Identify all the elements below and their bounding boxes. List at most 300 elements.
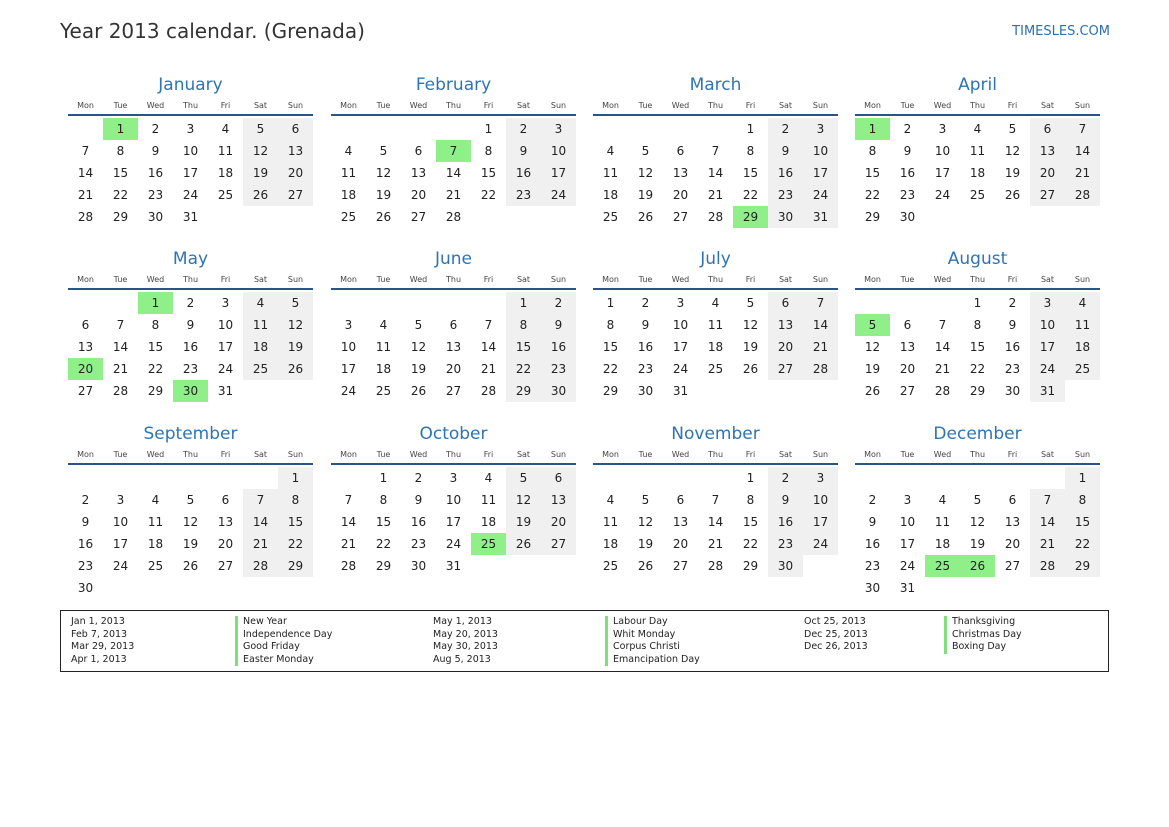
- day-cell: 18: [707, 340, 724, 354]
- day-cell: 21: [707, 537, 724, 551]
- day-cell: 12: [278, 314, 313, 336]
- day-cell: 18: [969, 166, 986, 180]
- day-cell: 2: [186, 296, 195, 310]
- weekday-label: Thu: [445, 274, 462, 284]
- holiday-date: Oct 25, 2013: [804, 616, 866, 627]
- day-cell: 15: [742, 515, 759, 529]
- holiday-name: New Year: [235, 616, 287, 629]
- day-cell: 4: [606, 493, 615, 507]
- day-cell: 11: [375, 340, 392, 354]
- day-cell: 6: [903, 318, 912, 332]
- day-cell: 16: [506, 162, 541, 184]
- weekday-label: Sat: [253, 274, 268, 284]
- day-cell: 26: [864, 384, 881, 398]
- day-cell: 29: [864, 210, 881, 224]
- empty-cell: [593, 467, 628, 489]
- day-cell: 8: [116, 144, 125, 158]
- empty-cell: [331, 467, 366, 489]
- day-cell: 5: [746, 296, 755, 310]
- day-cell: 7: [1065, 118, 1100, 140]
- day-cell: 16: [768, 511, 803, 533]
- day-cell: 8: [868, 144, 877, 158]
- day-cell: 27: [1030, 184, 1065, 206]
- day-cell: 13: [1004, 515, 1021, 529]
- day-cell: 21: [112, 362, 129, 376]
- day-cell: 8: [746, 144, 755, 158]
- empty-cell: [925, 467, 960, 489]
- day-cell: 1: [484, 122, 493, 136]
- day-cell: 3: [344, 318, 353, 332]
- day-cell: 10: [182, 144, 199, 158]
- day-cell: 26: [278, 358, 313, 380]
- day-cell: 25: [147, 559, 164, 573]
- day-cell: 22: [602, 362, 619, 376]
- holiday-date: May 1, 2013: [433, 616, 492, 627]
- day-cell: 18: [1065, 336, 1100, 358]
- day-cell: 31: [1030, 380, 1065, 402]
- weekday-label: Tue: [638, 274, 653, 284]
- holiday-name: Whit Monday: [605, 629, 675, 642]
- day-cell: 9: [1008, 318, 1017, 332]
- month-september: [68, 421, 313, 599]
- day-cell: 30: [77, 581, 94, 595]
- day-cell: 2: [868, 493, 877, 507]
- holiday-day-cell: 25: [925, 555, 960, 577]
- day-cell: 2: [768, 467, 803, 489]
- day-cell: 25: [243, 358, 278, 380]
- day-cell: 2: [641, 296, 650, 310]
- header-divider: [855, 114, 1100, 116]
- day-cell: 7: [938, 318, 947, 332]
- day-cell: 3: [1030, 292, 1065, 314]
- empty-cell: [698, 467, 733, 489]
- weekday-label: Sun: [1074, 274, 1091, 284]
- weekday-label: Mon: [340, 100, 357, 110]
- day-cell: 17: [803, 162, 838, 184]
- day-cell: 24: [340, 384, 357, 398]
- day-cell: 12: [182, 515, 199, 529]
- month-name: November: [671, 424, 760, 444]
- day-cell: 6: [541, 467, 576, 489]
- holiday-day-cell: 5: [855, 314, 890, 336]
- day-cell: 28: [1065, 184, 1100, 206]
- day-cell: 14: [803, 314, 838, 336]
- empty-cell: [331, 118, 366, 140]
- day-cell: 27: [217, 559, 234, 573]
- header-divider: [593, 463, 838, 465]
- day-cell: 13: [77, 340, 94, 354]
- day-cell: 20: [672, 537, 689, 551]
- day-cell: 24: [1030, 358, 1065, 380]
- day-cell: 19: [637, 188, 654, 202]
- day-cell: 3: [803, 118, 838, 140]
- day-cell: 27: [672, 559, 689, 573]
- weekday-label: Mon: [864, 100, 881, 110]
- day-cell: 16: [637, 340, 654, 354]
- day-cell: 18: [217, 166, 234, 180]
- empty-cell: [366, 118, 401, 140]
- weekday-label: Fri: [220, 449, 231, 459]
- day-cell: 3: [938, 122, 947, 136]
- day-cell: 23: [182, 362, 199, 376]
- day-cell: 27: [541, 533, 576, 555]
- empty-cell: [698, 118, 733, 140]
- day-cell: 12: [864, 340, 881, 354]
- day-cell: 25: [1065, 358, 1100, 380]
- day-cell: 24: [672, 362, 689, 376]
- day-cell: 25: [707, 362, 724, 376]
- day-cell: 19: [969, 537, 986, 551]
- empty-cell: [208, 467, 243, 489]
- day-cell: 13: [1030, 140, 1065, 162]
- weekday-label: Sat: [516, 100, 531, 110]
- day-cell: 3: [116, 493, 125, 507]
- month-february: [331, 72, 576, 228]
- day-cell: 3: [221, 296, 230, 310]
- day-cell: 10: [899, 515, 916, 529]
- day-cell: 15: [147, 340, 164, 354]
- day-cell: 13: [217, 515, 234, 529]
- day-cell: 19: [742, 340, 759, 354]
- day-cell: 10: [112, 515, 129, 529]
- weekday-header: [331, 447, 576, 461]
- weekday-header: [68, 447, 313, 461]
- empty-cell: [401, 292, 436, 314]
- month-december: [855, 421, 1100, 599]
- empty-cell: [628, 467, 663, 489]
- day-cell: 1: [506, 292, 541, 314]
- day-cell: 24: [112, 559, 129, 573]
- weekday-label: Wed: [933, 274, 952, 284]
- weekday-header: [593, 447, 838, 461]
- day-cell: 3: [803, 467, 838, 489]
- day-cell: 20: [278, 162, 313, 184]
- day-cell: 8: [973, 318, 982, 332]
- day-cell: 14: [243, 511, 278, 533]
- weekday-label: Thu: [707, 100, 724, 110]
- empty-cell: [436, 292, 471, 314]
- day-cell: 30: [768, 555, 803, 577]
- day-cell: 11: [243, 314, 278, 336]
- day-cell: 7: [711, 493, 720, 507]
- holiday-day-cell: 30: [173, 380, 208, 402]
- day-cell: 27: [672, 210, 689, 224]
- weekday-label: Sun: [287, 274, 304, 284]
- day-cell: 26: [375, 210, 392, 224]
- day-cell: 20: [410, 188, 427, 202]
- day-cell: 4: [344, 144, 353, 158]
- weekday-label: Sat: [516, 274, 531, 284]
- day-cell: 29: [969, 384, 986, 398]
- weekday-label: Mon: [602, 449, 619, 459]
- day-cell: 31: [803, 206, 838, 228]
- empty-cell: [1030, 467, 1065, 489]
- day-cell: 30: [1004, 384, 1021, 398]
- holiday-date: Dec 25, 2013: [804, 628, 868, 640]
- month-name: October: [419, 424, 488, 444]
- month-name: June: [434, 249, 473, 269]
- day-cell: 18: [375, 362, 392, 376]
- day-cell: 21: [707, 188, 724, 202]
- day-cell: 14: [934, 340, 951, 354]
- weekday-label: Mon: [77, 274, 94, 284]
- day-cell: 17: [672, 340, 689, 354]
- day-cell: 14: [707, 166, 724, 180]
- day-cell: 19: [182, 537, 199, 551]
- day-cell: 2: [414, 471, 423, 485]
- weekday-label: Fri: [483, 449, 494, 459]
- weekday-header: [855, 98, 1100, 112]
- day-cell: 21: [77, 188, 94, 202]
- day-cell: 5: [278, 292, 313, 314]
- header-divider: [855, 288, 1100, 290]
- day-cell: 31: [217, 384, 234, 398]
- day-cell: 18: [243, 336, 278, 358]
- day-grid: [593, 467, 838, 577]
- weekday-header: [593, 98, 838, 112]
- month-name: December: [933, 424, 1022, 444]
- weekday-label: Wed: [146, 100, 165, 110]
- month-may: [68, 246, 313, 402]
- empty-cell: [401, 118, 436, 140]
- weekday-label: Sun: [812, 274, 829, 284]
- day-cell: 24: [182, 188, 199, 202]
- day-cell: 27: [768, 358, 803, 380]
- day-cell: 10: [217, 318, 234, 332]
- day-cell: 28: [1030, 555, 1065, 577]
- holiday-date: Apr 1, 2013: [71, 653, 127, 665]
- day-cell: 9: [186, 318, 195, 332]
- day-cell: 29: [375, 559, 392, 573]
- day-cell: 20: [672, 188, 689, 202]
- day-cell: 15: [112, 166, 129, 180]
- holiday-name: Corpus Christi: [605, 641, 680, 654]
- weekday-label: Mon: [77, 100, 94, 110]
- day-cell: 26: [1004, 188, 1021, 202]
- day-cell: 21: [480, 362, 497, 376]
- empty-cell: [103, 467, 138, 489]
- day-cell: 1: [1065, 467, 1100, 489]
- weekday-label: Thu: [707, 274, 724, 284]
- day-cell: 15: [1065, 511, 1100, 533]
- weekday-label: Thu: [969, 449, 986, 459]
- weekday-header: [68, 272, 313, 286]
- day-cell: 21: [445, 188, 462, 202]
- day-cell: 15: [480, 166, 497, 180]
- day-cell: 3: [903, 493, 912, 507]
- empty-cell: [855, 292, 890, 314]
- day-cell: 13: [672, 166, 689, 180]
- day-cell: 13: [899, 340, 916, 354]
- day-cell: 22: [278, 533, 313, 555]
- month-january: [68, 72, 313, 228]
- day-cell: 16: [1004, 340, 1021, 354]
- day-cell: 12: [410, 340, 427, 354]
- day-cell: 31: [899, 581, 916, 595]
- holiday-date: Dec 26, 2013: [804, 641, 868, 653]
- day-cell: 21: [803, 336, 838, 358]
- month-july: [593, 246, 838, 402]
- holiday-date: May 30, 2013: [433, 641, 498, 653]
- day-cell: 14: [480, 340, 497, 354]
- day-cell: 2: [768, 118, 803, 140]
- holiday-day-cell: 29: [733, 206, 768, 228]
- month-name: March: [689, 75, 742, 95]
- empty-cell: [593, 118, 628, 140]
- day-cell: 16: [77, 537, 94, 551]
- day-cell: 17: [934, 166, 951, 180]
- weekday-label: Thu: [707, 449, 724, 459]
- day-cell: 24: [803, 533, 838, 555]
- day-cell: 6: [1008, 493, 1017, 507]
- day-cell: 23: [541, 358, 576, 380]
- weekday-label: Wed: [409, 449, 428, 459]
- day-cell: 21: [1030, 533, 1065, 555]
- day-cell: 22: [969, 362, 986, 376]
- weekday-label: Thu: [445, 100, 462, 110]
- holiday-day-cell: 1: [138, 292, 173, 314]
- day-cell: 25: [340, 210, 357, 224]
- day-cell: 25: [217, 188, 234, 202]
- weekday-label: Mon: [864, 449, 881, 459]
- day-cell: 17: [1030, 336, 1065, 358]
- day-cell: 24: [803, 184, 838, 206]
- day-cell: 27: [278, 184, 313, 206]
- day-cell: 28: [445, 210, 462, 224]
- weekday-label: Fri: [483, 274, 494, 284]
- header-divider: [68, 114, 313, 116]
- holiday-date: Jan 1, 2013: [71, 616, 125, 627]
- weekday-label: Fri: [745, 274, 756, 284]
- day-cell: 1: [606, 296, 615, 310]
- day-cell: 17: [445, 515, 462, 529]
- weekday-label: Fri: [220, 274, 231, 284]
- weekday-header: [68, 98, 313, 112]
- day-cell: 16: [768, 162, 803, 184]
- header-divider: [593, 288, 838, 290]
- month-june: [331, 246, 576, 402]
- day-cell: 19: [278, 336, 313, 358]
- day-cell: 28: [480, 384, 497, 398]
- day-cell: 29: [112, 210, 129, 224]
- day-cell: 22: [112, 188, 129, 202]
- day-cell: 12: [506, 489, 541, 511]
- month-name: January: [158, 75, 223, 95]
- day-cell: 26: [506, 533, 541, 555]
- holiday-day-cell: 26: [960, 555, 995, 577]
- weekday-label: Wed: [409, 100, 428, 110]
- header-divider: [68, 463, 313, 465]
- day-cell: 2: [541, 292, 576, 314]
- weekday-label: Sun: [287, 449, 304, 459]
- empty-cell: [68, 292, 103, 314]
- day-cell: 8: [379, 493, 388, 507]
- weekday-header: [855, 447, 1100, 461]
- day-cell: 4: [151, 493, 160, 507]
- weekday-label: Fri: [1007, 449, 1018, 459]
- empty-cell: [103, 292, 138, 314]
- day-cell: 8: [151, 318, 160, 332]
- weekday-label: Sat: [1040, 100, 1055, 110]
- day-cell: 13: [672, 515, 689, 529]
- empty-cell: [138, 467, 173, 489]
- empty-cell: [995, 467, 1030, 489]
- day-cell: 3: [186, 122, 195, 136]
- day-cell: 23: [637, 362, 654, 376]
- empty-cell: [855, 467, 890, 489]
- empty-cell: [925, 292, 960, 314]
- empty-cell: [243, 467, 278, 489]
- holiday-day-cell: 7: [436, 140, 471, 162]
- weekday-label: Fri: [1007, 100, 1018, 110]
- day-cell: 30: [637, 384, 654, 398]
- day-cell: 28: [340, 559, 357, 573]
- day-cell: 14: [112, 340, 129, 354]
- day-cell: 18: [602, 188, 619, 202]
- day-cell: 22: [147, 362, 164, 376]
- day-cell: 4: [243, 292, 278, 314]
- day-cell: 9: [541, 314, 576, 336]
- day-cell: 11: [340, 166, 357, 180]
- empty-cell: [68, 118, 103, 140]
- day-cell: 11: [147, 515, 164, 529]
- day-grid: [855, 467, 1100, 599]
- holiday-name: Boxing Day: [944, 641, 1006, 654]
- day-cell: 11: [969, 144, 986, 158]
- weekday-label: Sun: [812, 449, 829, 459]
- weekday-label: Sun: [1074, 100, 1091, 110]
- day-cell: 11: [602, 515, 619, 529]
- day-cell: 21: [934, 362, 951, 376]
- day-cell: 13: [445, 340, 462, 354]
- day-cell: 19: [864, 362, 881, 376]
- weekday-label: Mon: [340, 449, 357, 459]
- day-cell: 6: [676, 493, 685, 507]
- site-link[interactable]: TIMESLES.COM: [1012, 24, 1110, 39]
- day-cell: 12: [243, 140, 278, 162]
- weekday-label: Wed: [671, 100, 690, 110]
- day-cell: 29: [147, 384, 164, 398]
- weekday-label: Thu: [445, 449, 462, 459]
- weekday-label: Sun: [287, 100, 304, 110]
- day-cell: 25: [602, 559, 619, 573]
- day-cell: 10: [934, 144, 951, 158]
- weekday-label: Thu: [969, 274, 986, 284]
- day-cell: 30: [864, 581, 881, 595]
- empty-cell: [628, 118, 663, 140]
- day-cell: 5: [1008, 122, 1017, 136]
- empty-cell: [663, 467, 698, 489]
- day-cell: 5: [186, 493, 195, 507]
- day-cell: 12: [1004, 144, 1021, 158]
- day-cell: 25: [969, 188, 986, 202]
- day-cell: 27: [410, 210, 427, 224]
- day-cell: 7: [484, 318, 493, 332]
- weekday-header: [855, 272, 1100, 286]
- day-cell: 19: [1004, 166, 1021, 180]
- day-cell: 11: [1065, 314, 1100, 336]
- empty-cell: [890, 467, 925, 489]
- day-cell: 14: [445, 166, 462, 180]
- day-cell: 8: [484, 144, 493, 158]
- day-cell: 10: [340, 340, 357, 354]
- day-cell: 6: [81, 318, 90, 332]
- day-cell: 8: [506, 314, 541, 336]
- day-cell: 22: [864, 188, 881, 202]
- holiday-list: [60, 610, 1109, 672]
- day-cell: 7: [711, 144, 720, 158]
- day-cell: 18: [934, 537, 951, 551]
